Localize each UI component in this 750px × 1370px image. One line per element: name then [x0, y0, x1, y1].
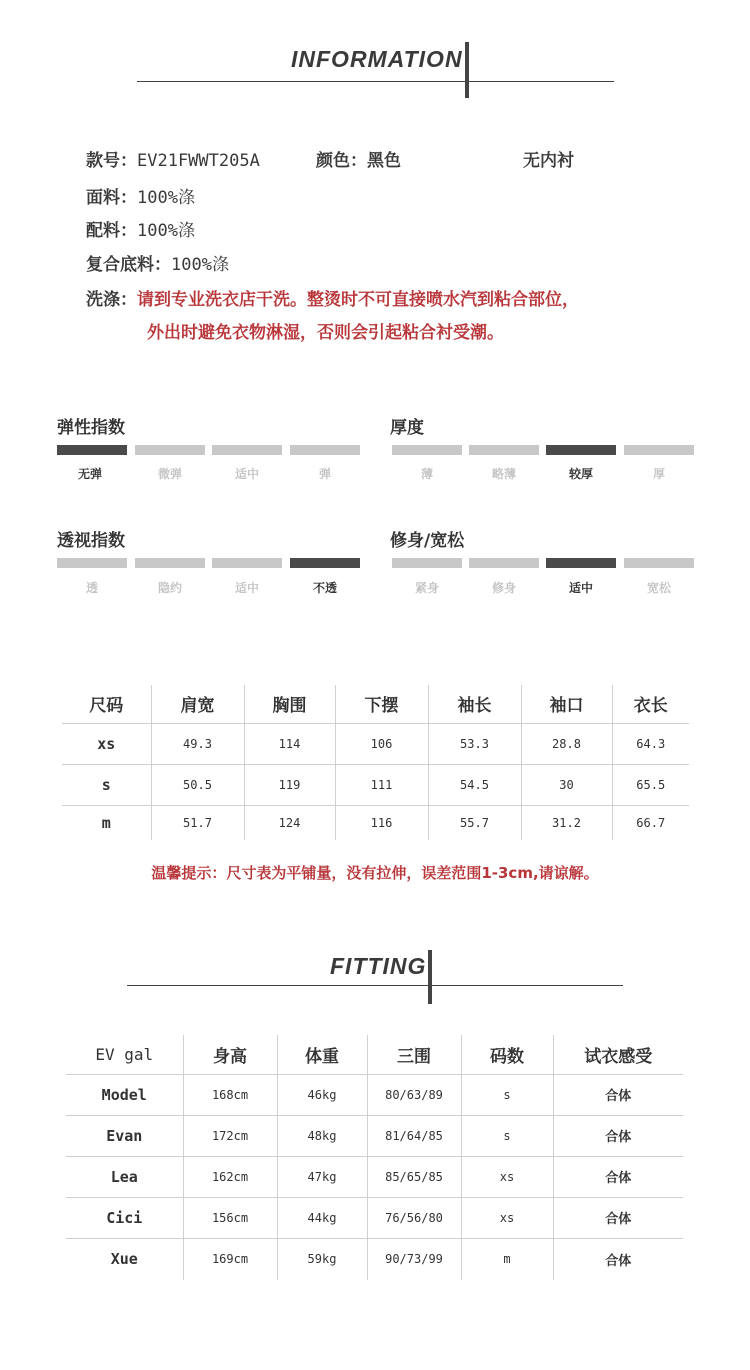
fabric-value: 100%涤 — [137, 188, 195, 208]
size-table-header — [62, 685, 689, 723]
fitting-cell: Lea — [66, 1156, 183, 1197]
scale-option-label: 略薄 — [491, 467, 516, 481]
size-header-cell: 尺码 — [89, 696, 124, 717]
size-table — [62, 685, 689, 840]
information-divider — [137, 81, 614, 82]
scale-segment — [392, 558, 462, 568]
scale-segment — [290, 445, 360, 455]
size-cell: 65.5 — [612, 764, 689, 805]
wash-instructions-line2: 外出时避免衣物淋湿，否则会引起粘合衬受潮。 — [147, 323, 504, 343]
fitting-cell: 合体 — [553, 1197, 683, 1238]
fitting-title: FITTING — [330, 953, 427, 979]
table-row — [66, 1074, 683, 1115]
color-row — [316, 146, 401, 171]
style-no-row — [86, 146, 260, 171]
fitting-cell: 162cm — [183, 1156, 277, 1197]
scale-option-label: 适中 — [234, 467, 259, 481]
fitting-cell: 47kg — [277, 1156, 367, 1197]
fitting-cell: 59kg — [277, 1238, 367, 1280]
size-header-cell: 胸围 — [244, 685, 335, 723]
trim-row — [86, 216, 195, 241]
scale-option-label: 薄 — [420, 467, 433, 481]
scale-segment — [290, 558, 360, 568]
size-header-cell: 袖口 — [521, 685, 612, 723]
fitting-cell: 169cm — [183, 1238, 277, 1280]
fitting-cell: 90/73/99 — [367, 1238, 461, 1280]
table-row — [62, 764, 689, 805]
fitting-cell: 合体 — [553, 1074, 683, 1115]
fitting-cell: Model — [66, 1074, 183, 1115]
fitting-cell: 85/65/85 — [367, 1156, 461, 1197]
fitting-cell: xs — [461, 1197, 553, 1238]
wash-label: 洗涤： — [86, 290, 137, 310]
table-row — [66, 1238, 683, 1280]
fitting-cell: Cici — [66, 1197, 183, 1238]
fitting-table-header — [66, 1035, 683, 1074]
color-label: 颜色： — [316, 151, 367, 171]
fitting-cell: Evan — [66, 1115, 183, 1156]
fitting-divider — [127, 985, 623, 986]
fitting-cell: 172cm — [183, 1115, 277, 1156]
scale-segment — [57, 445, 127, 455]
scale-option-label: 隐约 — [157, 581, 182, 595]
fitting-cell: 合体 — [553, 1115, 683, 1156]
size-header-cell: 肩宽 — [151, 685, 244, 723]
size-cell: 49.3 — [151, 723, 244, 764]
scale-segment — [212, 558, 282, 568]
scale-segment — [546, 445, 616, 455]
size-cell: m — [62, 805, 151, 840]
style-no-value: EV21FWWT205A — [137, 151, 260, 171]
fitting-cell: Xue — [66, 1238, 183, 1280]
fitting-title-bar — [428, 950, 432, 1004]
scale-segment — [624, 558, 694, 568]
information-title-bar — [465, 42, 469, 98]
size-header-cell: 袖长 — [428, 685, 521, 723]
fitting-cell: 合体 — [553, 1156, 683, 1197]
table-row — [66, 1197, 683, 1238]
fitting-cell: 44kg — [277, 1197, 367, 1238]
table-row — [62, 723, 689, 764]
size-cell: 66.7 — [612, 805, 689, 840]
scale-segment — [212, 445, 282, 455]
scale-title: 弹性指数 — [57, 418, 125, 438]
size-cell: 30 — [521, 764, 612, 805]
fitting-cell: 48kg — [277, 1115, 367, 1156]
fitting-header-cell: EV gal — [95, 1044, 154, 1064]
scale-option-label: 适中 — [234, 581, 259, 595]
size-cell: s — [62, 764, 151, 805]
size-cell: 55.7 — [428, 805, 521, 840]
fitting-table — [66, 1035, 683, 1280]
fitting-cell: 46kg — [277, 1074, 367, 1115]
scale-segment — [57, 558, 127, 568]
table-row — [66, 1115, 683, 1156]
size-cell: 31.2 — [521, 805, 612, 840]
scale-segment — [469, 445, 539, 455]
fitting-cell: 81/64/85 — [367, 1115, 461, 1156]
scale-option-label: 不透 — [312, 581, 337, 595]
scale-option-label: 微弹 — [157, 467, 182, 481]
fitting-cell: 合体 — [553, 1238, 683, 1280]
size-note: 温馨提示：尺寸表为平铺量，没有拉伸，误差范围1-3cm,请谅解。 — [151, 864, 599, 882]
size-cell: 64.3 — [612, 723, 689, 764]
fitting-cell: s — [461, 1115, 553, 1156]
lining-value: 无内衬 — [523, 151, 574, 171]
fitting-cell: 76/56/80 — [367, 1197, 461, 1238]
fitting-cell: 80/63/89 — [367, 1074, 461, 1115]
scale-title: 修身/宽松 — [390, 531, 465, 551]
size-header-cell: 衣长 — [612, 685, 689, 723]
scale-option-label: 透 — [85, 581, 98, 595]
fabric-row — [86, 183, 195, 208]
scale-option-label: 适中 — [568, 581, 593, 595]
scale-segment — [546, 558, 616, 568]
fitting-header-cell: 三围 — [367, 1035, 461, 1074]
scale-option-label: 较厚 — [568, 467, 593, 481]
scale-title: 厚度 — [390, 418, 424, 438]
fitting-header-cell: 身高 — [183, 1035, 277, 1074]
backing-row — [86, 250, 229, 275]
fitting-cell: 156cm — [183, 1197, 277, 1238]
scale-segment — [392, 445, 462, 455]
trim-value: 100%涤 — [137, 221, 195, 241]
scale-option-label: 宽松 — [646, 581, 671, 595]
trim-label: 配料： — [86, 221, 137, 241]
table-row — [66, 1156, 683, 1197]
scale-segment — [469, 558, 539, 568]
scale-title: 透视指数 — [57, 531, 125, 551]
scale-option-label: 修身 — [491, 581, 516, 595]
size-cell: 111 — [335, 764, 428, 805]
size-cell: 114 — [244, 723, 335, 764]
scale-segment — [135, 445, 205, 455]
size-cell: 54.5 — [428, 764, 521, 805]
size-cell: 53.3 — [428, 723, 521, 764]
scale-option-label: 弹 — [318, 467, 331, 481]
size-cell: 124 — [244, 805, 335, 840]
fitting-cell: xs — [461, 1156, 553, 1197]
scale-option-label: 无弹 — [77, 467, 102, 481]
scale-option-label: 紧身 — [414, 581, 439, 595]
scale-segment — [135, 558, 205, 568]
color-value: 黑色 — [367, 151, 401, 171]
backing-label: 复合底料： — [86, 255, 171, 275]
information-title: INFORMATION — [291, 46, 463, 72]
fitting-header-cell: 码数 — [461, 1035, 553, 1074]
size-header-cell: 下摆 — [335, 685, 428, 723]
table-row — [62, 805, 689, 840]
size-cell: 116 — [335, 805, 428, 840]
fitting-cell: m — [461, 1238, 553, 1280]
size-cell: 106 — [335, 723, 428, 764]
style-no-label: 款号： — [86, 151, 137, 171]
size-cell: 51.7 — [151, 805, 244, 840]
backing-value: 100%涤 — [171, 255, 229, 275]
fitting-header-cell: 试衣感受 — [553, 1035, 683, 1074]
fitting-header-cell: 体重 — [277, 1035, 367, 1074]
scale-segment — [624, 445, 694, 455]
fabric-label: 面料： — [86, 188, 137, 208]
size-cell: 28.8 — [521, 723, 612, 764]
fitting-cell: s — [461, 1074, 553, 1115]
wash-row — [86, 285, 579, 310]
scale-option-label: 厚 — [652, 467, 665, 481]
wash-instructions-line1: 请到专业洗衣店干洗。整烫时不可直接喷水汽到粘合部位， — [137, 290, 579, 310]
size-cell: 119 — [244, 764, 335, 805]
size-cell: 50.5 — [151, 764, 244, 805]
fitting-cell: 168cm — [183, 1074, 277, 1115]
size-cell: xs — [62, 723, 151, 764]
